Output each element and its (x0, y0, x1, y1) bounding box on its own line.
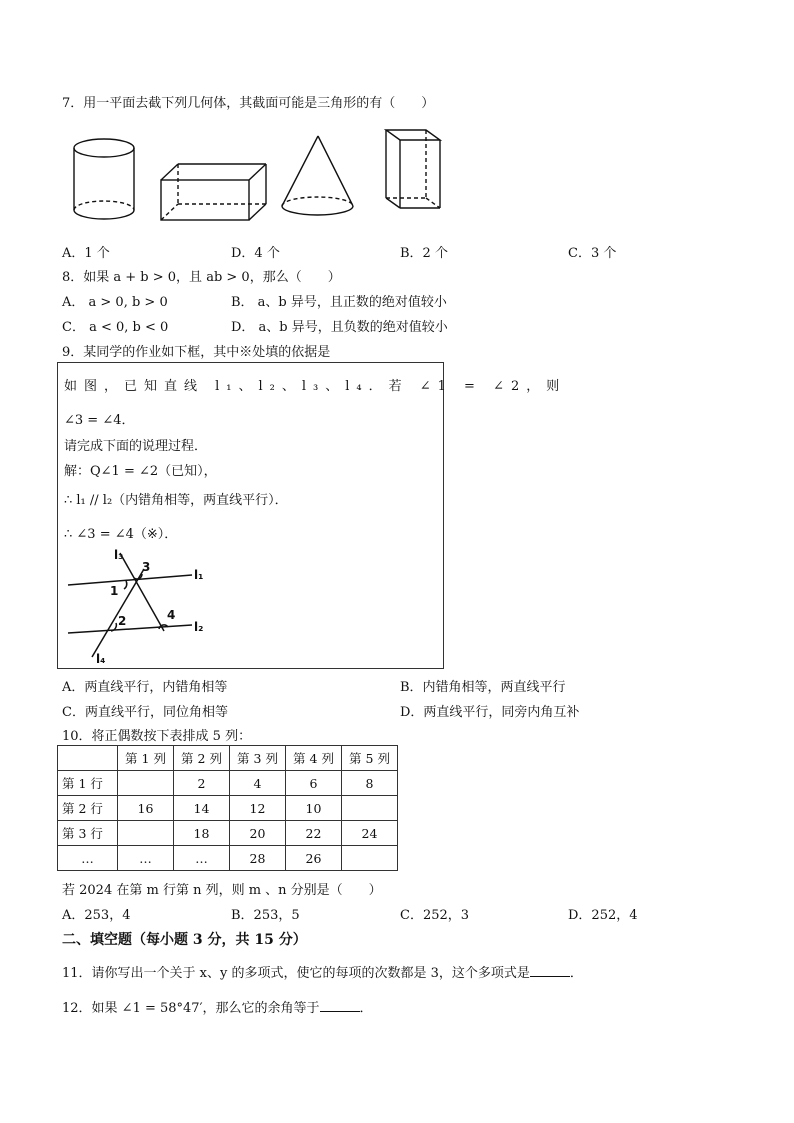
angle-label-4: 4 (167, 608, 176, 622)
table-cell: 12 (230, 796, 286, 821)
table-cell: 24 (342, 821, 398, 846)
cone-icon (282, 136, 353, 215)
table-cell: 第 3 行 (58, 821, 118, 846)
table-cell: … (174, 846, 230, 871)
angle-label-1: 1 (110, 584, 119, 598)
q9-box-line6: ∴ ∠3 = ∠4（※）． (64, 527, 178, 542)
table-cell: 第 1 行 (58, 771, 118, 796)
table-header-cell: 第 1 列 (118, 746, 174, 771)
table-cell: 4 (230, 771, 286, 796)
q9-lines-figure (64, 547, 234, 665)
table-cell: 18 (174, 821, 230, 846)
q8-option-a: A． a > 0, b > 0 (62, 295, 168, 310)
q11-text (62, 962, 583, 981)
q10-option-b: B．253，5 (231, 908, 300, 923)
table-row (58, 771, 398, 796)
q9-option-a: A．两直线平行，内错角相等 (62, 680, 228, 695)
table-cell: 2 (174, 771, 230, 796)
q10-option-c: C．252，3 (400, 908, 470, 923)
q9-box-line1: 如图，已知直线 l₁、l₂、l₃、l₄．若 ∠1 = ∠2，则 (64, 379, 567, 394)
table-row (58, 796, 398, 821)
table-cell: 20 (230, 821, 286, 846)
q9-homework-box (57, 362, 567, 669)
line-label-l2: l₂ (194, 620, 204, 634)
table-cell: 16 (118, 796, 174, 821)
q9-box-line4: 解：Q∠1 = ∠2（已知）， (64, 464, 217, 479)
q8-stem: 8．如果 a + b > 0，且 ab > 0，那么（ ） (62, 270, 341, 285)
prism-icon (386, 130, 440, 208)
section-title: 二、填空题（每小题 3 分，共 15 分） (62, 932, 307, 948)
q8-option-b: B． a、b 异号，且正数的绝对值较小 (231, 295, 447, 310)
table-header-cell: 第 2 列 (174, 746, 230, 771)
table-cell: … (118, 846, 174, 871)
line-label-l4: l₄ (96, 652, 106, 665)
table-header-cell (58, 746, 118, 771)
table-cell: 28 (230, 846, 286, 871)
q11-end: ． (569, 966, 583, 981)
q7-option-a: A．1 个 (62, 246, 110, 261)
cylinder-icon (74, 139, 134, 219)
q7-option-d: D．4 个 (231, 246, 280, 261)
q9-box-line3: 请完成下面的说理过程． (64, 439, 208, 454)
q12-end: ． (359, 1001, 373, 1016)
q10-option-a: A．253，4 (62, 908, 131, 923)
table-cell (342, 846, 398, 871)
q11-stem: 11．请你写出一个关于 x、y 的多项式，使它的每项的次数都是 3，这个多项式是 (62, 966, 530, 981)
q9-stem: 9．某同学的作业如下框，其中※处填的依据是 (62, 345, 331, 360)
table-cell: 6 (286, 771, 342, 796)
table-row (58, 821, 398, 846)
q8-option-c: C． a < 0, b < 0 (62, 320, 169, 335)
q7-figures (60, 118, 460, 230)
table-header-row (58, 746, 398, 771)
table-cell: 第 2 行 (58, 796, 118, 821)
table-cell (342, 796, 398, 821)
q10-question: 若 2024 在第 m 行第 n 列，则 m 、n 分别是（ ） (62, 883, 382, 898)
even-number-table (57, 745, 398, 871)
table-cell: 26 (286, 846, 342, 871)
table-cell: 22 (286, 821, 342, 846)
table-header-cell: 第 4 列 (286, 746, 342, 771)
answer-blank[interactable] (530, 964, 570, 977)
q12-text (62, 997, 373, 1016)
q7-stem: 7．用一平面去截下列几何体，其截面可能是三角形的有（ ） (62, 96, 435, 111)
table-cell (118, 771, 174, 796)
q10-stem: 10．将正偶数按下表排成 5 列： (62, 729, 252, 744)
table-cell: 10 (286, 796, 342, 821)
angle-label-3: 3 (142, 560, 151, 574)
q9-option-d: D．两直线平行，同旁内角互补 (400, 705, 580, 720)
table-row (58, 846, 398, 871)
line-l2 (68, 625, 192, 633)
q7-option-c: C．3 个 (568, 246, 617, 261)
table-cell: … (58, 846, 118, 871)
table-cell: 14 (174, 796, 230, 821)
table-cell: 8 (342, 771, 398, 796)
q9-box-line2: ∠3 = ∠4． (64, 413, 135, 428)
answer-blank[interactable] (320, 999, 360, 1012)
line-l1 (68, 575, 192, 585)
q8-option-d: D． a、b 异号，且负数的绝对值较小 (231, 320, 448, 335)
q9-option-b: B．内错角相等，两直线平行 (400, 680, 566, 695)
table-cell (118, 821, 174, 846)
table-header-cell: 第 5 列 (342, 746, 398, 771)
table-header-cell: 第 3 列 (230, 746, 286, 771)
angle-label-2: 2 (118, 614, 127, 628)
q10-option-d: D．252，4 (568, 908, 638, 923)
line-label-l3: l₃ (114, 548, 124, 562)
line-label-l1: l₁ (194, 568, 204, 582)
cuboid-icon (161, 164, 266, 220)
q9-option-c: C．两直线平行，同位角相等 (62, 705, 228, 720)
q7-option-b: B．2 个 (400, 246, 448, 261)
q9-box-line5: ∴ l₁ // l₂（内错角相等，两直线平行）． (64, 493, 288, 508)
q12-stem: 12．如果 ∠1 = 58°47′，那么它的余角等于 (62, 1001, 320, 1016)
